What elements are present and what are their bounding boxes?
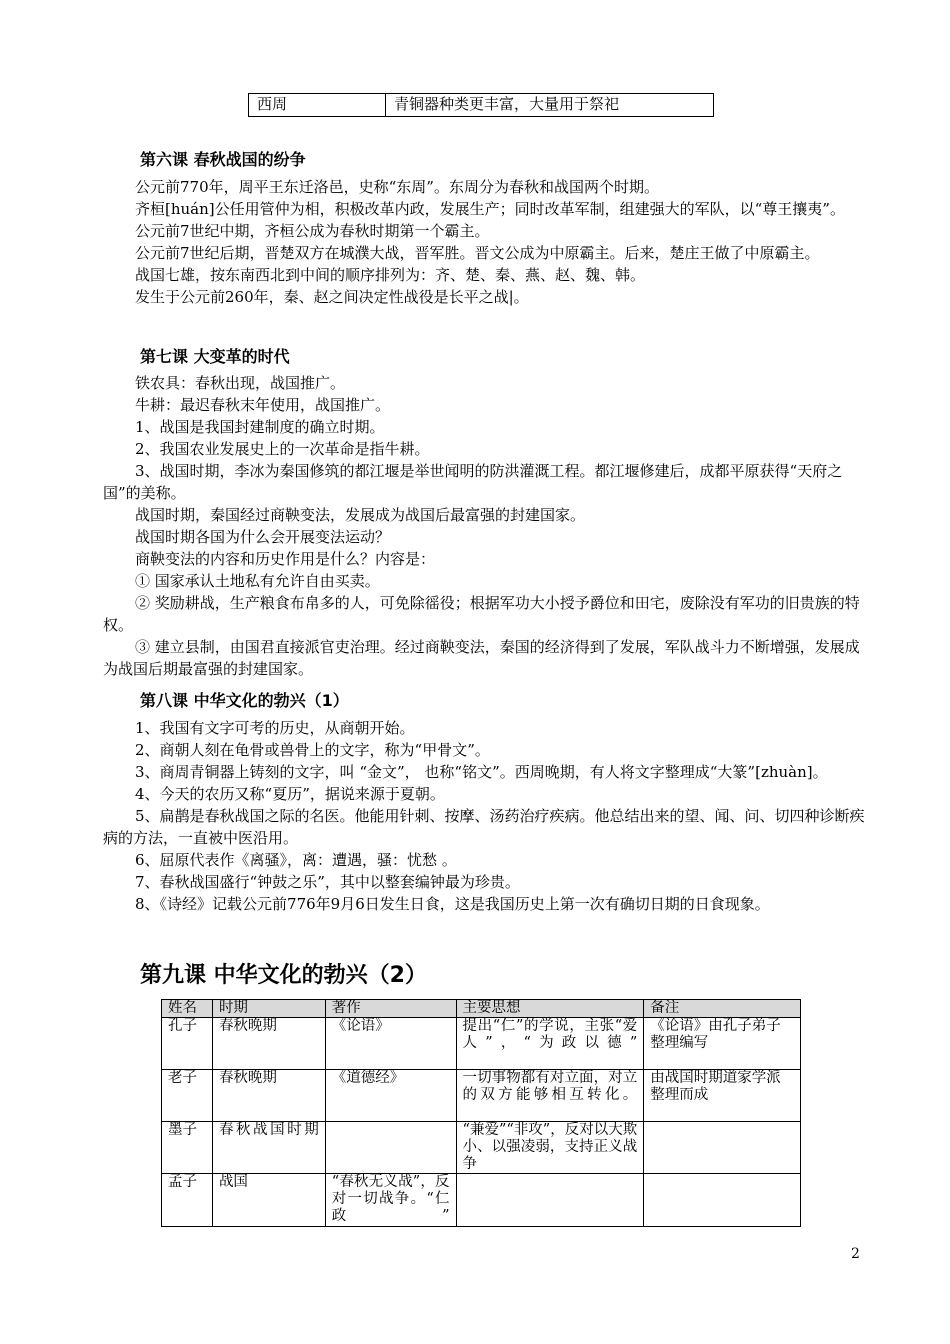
paragraph: 5、扁鹊是春秋战国之际的名医。他能用针刺、按摩、汤药治疗疾病。他总结出来的望、闻、问、切四种诊断疾病的方法，一直被中医沿用。 bbox=[103, 807, 865, 847]
era-cell: 西周 bbox=[249, 94, 386, 117]
cell-name: 老子 bbox=[162, 1070, 213, 1122]
header-name: 姓名 bbox=[162, 1000, 213, 1018]
lesson8-title: 第八课 中华文化的勃兴（1） bbox=[140, 691, 349, 710]
table-header-row bbox=[162, 1000, 801, 1018]
paragraph: 4、今天的农历又称“夏历”，据说来源于夏朝。 bbox=[135, 785, 445, 803]
cell-period: 春秋晚期 bbox=[212, 1018, 325, 1070]
paragraph: ③ 建立县制，由国君直接派官吏治理。经过商鞅变法，秦国的经济得到了发展，军队战斗力不断增强，发展成为战国后期最富强的封建国家。 bbox=[103, 638, 860, 678]
paragraph: 公元前7世纪中期，齐桓公成为春秋时期第一个霸主。 bbox=[135, 222, 490, 240]
lesson6-title: 第六课 春秋战国的纷争 bbox=[140, 150, 306, 169]
table-row bbox=[162, 1018, 801, 1070]
lesson8-body bbox=[103, 717, 865, 915]
paragraph: 3、战国时期，李冰为秦国修筑的都江堰是举世闻明的防洪灌溉工程。都江堰修建后，成都平原获得“天府之国”的美称。 bbox=[103, 462, 843, 502]
description-cell: 青铜器种类更丰富，大量用于祭祀 bbox=[386, 94, 714, 117]
cell-period: 战国 bbox=[212, 1174, 325, 1227]
paragraph: 7、春秋战国盛行“钟鼓之乐”，其中以整套编钟最为珍贵。 bbox=[135, 873, 520, 891]
paragraph: 牛耕：最迟春秋末年使用，战国推广。 bbox=[135, 396, 391, 414]
paragraph: 1、战国是我国封建制度的确立时期。 bbox=[135, 418, 385, 436]
header-notes: 备注 bbox=[644, 1000, 801, 1018]
cell-notes bbox=[644, 1174, 801, 1227]
cell-ideas: “兼爱”“非攻”，反对以大欺小、以强凌弱，支持正义战争 bbox=[456, 1122, 644, 1174]
lesson7-title: 第七课 大变革的时代 bbox=[140, 347, 290, 366]
paragraph: 2、我国农业发展史上的一次革命是指牛耕。 bbox=[135, 440, 430, 458]
paragraph: 公元前770年，周平王东迁洛邑，史称“东周”。东周分为春秋和战国两个时期。 bbox=[135, 178, 659, 196]
paragraph: 战国时期，秦国经过商鞅变法，发展成为战国后最富强的封建国家。 bbox=[135, 506, 586, 524]
lesson6-body bbox=[103, 176, 865, 308]
paragraph: 1、我国有文字可考的历史，从商朝开始。 bbox=[135, 719, 415, 737]
cell-name: 孔子 bbox=[162, 1018, 213, 1070]
thinkers-table bbox=[161, 999, 801, 1227]
cell-ideas: 一切事物都有对立面，对立的双方能够相互转化。 bbox=[456, 1070, 644, 1122]
cell-ideas bbox=[456, 1174, 644, 1227]
page-number: 2 bbox=[851, 1246, 860, 1262]
cell-period: 春秋晚期 bbox=[212, 1070, 325, 1122]
bronze-table bbox=[248, 93, 714, 117]
paragraph: 发生于公元前260年，秦、赵之间决定性战役是长平之战|。 bbox=[135, 288, 529, 306]
table-row bbox=[249, 94, 714, 117]
cell-notes: 由战国时期道家学派整理而成 bbox=[644, 1070, 801, 1122]
lesson7-body bbox=[103, 372, 865, 680]
header-ideas: 主要思想 bbox=[456, 1000, 644, 1018]
paragraph: 8、《诗经》记载公元前776年9月6日发生日食，这是我国历史上第一次有确切日期的日食现象。 bbox=[135, 895, 770, 913]
cell-name: 孟子 bbox=[162, 1174, 213, 1227]
paragraph: 战国时期各国为什么会开展变法运动？ bbox=[135, 528, 391, 546]
cell-ideas: 提出“仁”的学说，主张“爱人”，“为政以德” bbox=[456, 1018, 644, 1070]
paragraph: 公元前7世纪后期，晋楚双方在城濮大战，晋军胜。晋文公成为中原霸主。后来，楚庄王做了中原霸主。 bbox=[135, 244, 820, 262]
cell-notes bbox=[644, 1122, 801, 1174]
paragraph: 齐桓[huán]公任用管仲为相，积极改革内政，发展生产；同时改革军制，组建强大的军队，以“尊王攘夷”。 bbox=[135, 200, 845, 218]
cell-works: “春秋无义战”，反对一切战争。“仁政” bbox=[325, 1174, 456, 1227]
cell-name: 墨子 bbox=[162, 1122, 213, 1174]
header-period: 时期 bbox=[212, 1000, 325, 1018]
paragraph: 战国七雄，按东南西北到中间的顺序排列为：齐、楚、秦、燕、赵、魏、韩。 bbox=[135, 266, 646, 284]
paragraph: ① 国家承认土地私有允许自由买卖。 bbox=[135, 572, 380, 590]
paragraph: 商鞅变法的内容和历史作用是什么？内容是： bbox=[135, 550, 436, 568]
paragraph: 铁农具：春秋出现，战国推广。 bbox=[135, 374, 346, 392]
paragraph: 6、屈原代表作《离骚》，离：遭遇，骚：忧愁 。 bbox=[135, 851, 457, 869]
cell-period: 春秋战国时期 bbox=[212, 1122, 325, 1174]
cell-works: 《道德经》 bbox=[325, 1070, 456, 1122]
paragraph: 3、商周青铜器上铸刻的文字，叫 “金文”， 也称“铭文”。西周晚期，有人将文字整理成“大篆”[zhuàn]。 bbox=[135, 763, 828, 781]
table-row bbox=[162, 1174, 801, 1227]
paragraph: 2、商朝人刻在龟骨或兽骨上的文字，称为“甲骨文”。 bbox=[135, 741, 490, 759]
cell-works bbox=[325, 1122, 456, 1174]
paragraph: ② 奖励耕战，生产粮食布帛多的人，可免除徭役；根据军功大小授予爵位和田宅，废除没有军功的旧贵族的特权。 bbox=[103, 594, 860, 634]
table-row bbox=[162, 1122, 801, 1174]
table-row bbox=[162, 1070, 801, 1122]
header-works: 著作 bbox=[325, 1000, 456, 1018]
cell-notes: 《论语》由孔子弟子整理编写 bbox=[644, 1018, 801, 1070]
cell-works: 《论语》 bbox=[325, 1018, 456, 1070]
lesson9-title: 第九课 中华文化的勃兴（2） bbox=[140, 963, 427, 988]
